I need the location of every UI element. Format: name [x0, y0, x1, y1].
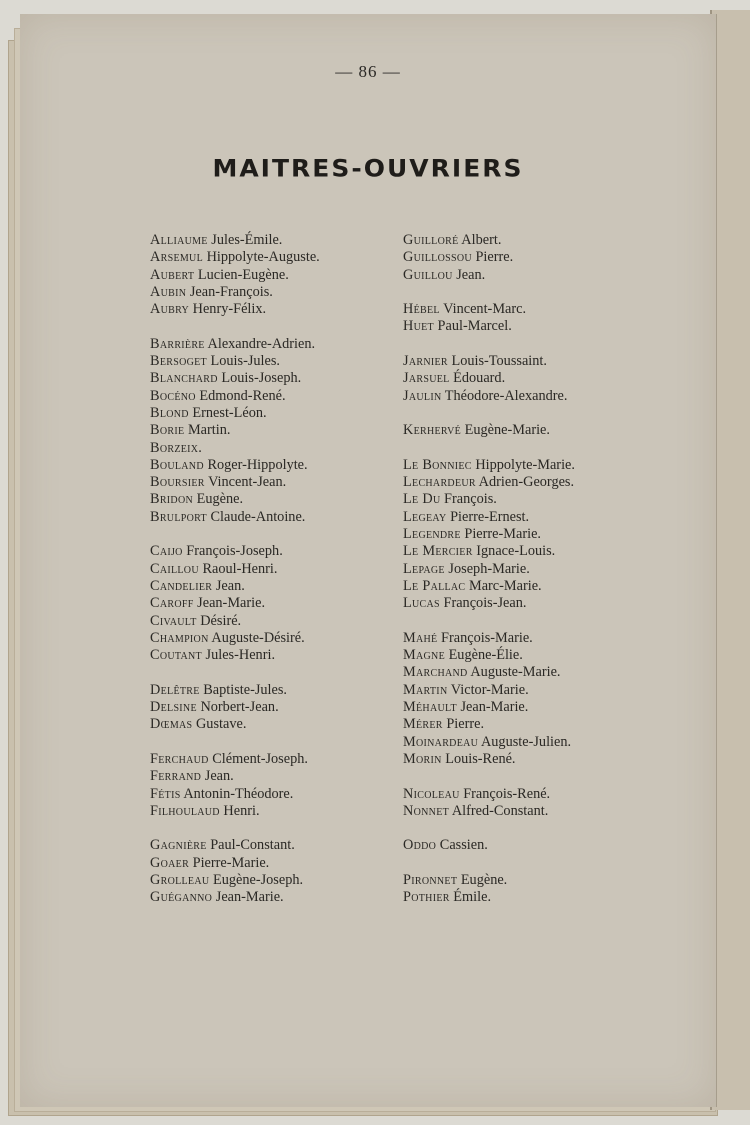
surname: Legendre	[403, 526, 461, 543]
name-entry	[403, 786, 663, 803]
surname: Jarnier	[403, 353, 448, 370]
name-entry	[403, 716, 663, 733]
name-entry	[403, 509, 663, 526]
name-entry	[150, 889, 390, 906]
surname: Guéganno	[150, 889, 213, 906]
given-names: Eugène-Élie.	[448, 647, 523, 664]
given-names: Marc-Marie.	[468, 577, 542, 594]
name-group	[403, 353, 663, 405]
name-entry	[150, 440, 390, 457]
given-names: Jean.	[456, 266, 486, 283]
surname: Guilloré	[403, 232, 459, 248]
name-entry	[403, 543, 663, 560]
name-entry	[403, 699, 663, 716]
given-names: Edmond-René.	[199, 387, 286, 404]
name-group	[403, 786, 663, 821]
surname: Hébel	[403, 301, 440, 318]
name-entry	[150, 474, 390, 491]
document-page	[20, 14, 717, 1107]
name-entry	[150, 353, 390, 370]
given-names: Eugène.	[460, 871, 508, 888]
given-names: Auguste-Marie.	[470, 664, 561, 681]
given-names: Pierre-Marie.	[192, 854, 270, 871]
surname: Huet	[403, 318, 434, 335]
name-group	[150, 543, 390, 664]
surname: Bridon	[150, 491, 194, 508]
name-entry	[403, 561, 663, 578]
name-entry	[403, 422, 663, 439]
surname: Le Mercier	[403, 543, 473, 560]
name-entry	[150, 855, 390, 872]
name-entry	[150, 682, 390, 699]
name-entry	[150, 578, 390, 595]
name-entry	[403, 889, 663, 906]
given-names: Auguste-Julien.	[480, 733, 572, 750]
name-entry	[403, 734, 663, 751]
given-names: Claude-Antoine.	[210, 508, 306, 525]
given-names: Victor-Marie.	[450, 681, 529, 698]
name-group	[150, 751, 390, 820]
name-entry	[403, 751, 663, 768]
surname: Fétis	[150, 785, 181, 802]
name-entry	[150, 751, 390, 768]
name-entry	[150, 803, 390, 820]
given-names: Paul-Marcel.	[437, 318, 512, 335]
given-names: Jean-Marie.	[215, 889, 284, 906]
name-entry	[150, 457, 390, 474]
given-names: François-Marie.	[441, 629, 533, 646]
surname: Delsine	[150, 699, 197, 716]
surname: Guillou	[403, 266, 453, 283]
name-entry	[403, 353, 663, 370]
name-group	[403, 872, 663, 907]
surname: Mahé	[403, 629, 438, 646]
given-names: Joseph-Marie.	[448, 560, 530, 577]
name-entry	[150, 786, 390, 803]
name-entry	[403, 318, 663, 335]
given-names: Lucien-Eugène.	[197, 266, 289, 283]
given-names: Alfred-Constant.	[451, 802, 549, 819]
name-entry	[403, 682, 663, 699]
name-entry	[403, 578, 663, 595]
given-names: Eugène-Joseph.	[212, 871, 304, 888]
given-names: Théodore-Alexandre.	[444, 387, 568, 404]
given-names: Henry-Félix.	[192, 301, 267, 318]
surname: Caillou	[150, 560, 199, 577]
surname: Le Bonniec	[403, 456, 472, 473]
name-entry	[150, 595, 390, 612]
name-group	[150, 837, 390, 906]
name-group	[403, 301, 663, 336]
name-entry	[150, 267, 390, 284]
name-entry	[150, 837, 390, 854]
left-name-column	[150, 232, 390, 924]
surname: Brulport	[150, 508, 207, 525]
surname: Lepage	[403, 560, 445, 577]
surname: Le Pallac	[403, 577, 466, 594]
name-entry	[150, 699, 390, 716]
name-entry	[150, 509, 390, 526]
name-group	[150, 682, 390, 734]
name-entry	[403, 249, 663, 266]
surname: Borzeix.	[150, 439, 203, 456]
name-entry	[403, 595, 663, 612]
name-entry	[403, 664, 663, 681]
given-names: Baptiste-Jules.	[203, 681, 288, 698]
page-title: MAITRES-OUVRIERS	[212, 154, 524, 183]
given-names: Martin.	[187, 422, 231, 439]
given-names: Pierre-Ernest.	[450, 508, 530, 525]
given-names: Pierre-Marie.	[464, 526, 541, 543]
given-names: Louis-René.	[445, 750, 516, 767]
given-names: Cassien.	[439, 837, 488, 854]
surname: Barrière	[150, 335, 205, 352]
given-names: Édouard.	[453, 370, 506, 387]
name-entry	[403, 647, 663, 664]
surname: Aubin	[150, 283, 187, 300]
given-names: Hippolyte-Auguste.	[206, 249, 320, 266]
name-entry	[150, 872, 390, 889]
given-names: Alexandre-Adrien.	[207, 335, 316, 352]
surname: Legeay	[403, 508, 447, 525]
name-entry	[403, 370, 663, 387]
given-names: François-Joseph.	[186, 543, 283, 560]
name-entry	[403, 837, 663, 854]
name-entry	[403, 388, 663, 405]
surname: Goaer	[150, 854, 190, 871]
surname: Borie	[150, 422, 185, 439]
name-entry	[150, 405, 390, 422]
surname: Dœmas	[150, 716, 193, 733]
name-entry	[403, 267, 663, 284]
name-entry	[150, 301, 390, 318]
surname: Jaulin	[403, 387, 442, 404]
name-group	[403, 232, 663, 284]
surname: Bocéno	[150, 387, 196, 404]
surname: Marchand	[403, 664, 468, 681]
surname: Filhoulaud	[150, 802, 220, 819]
surname: Aubert	[150, 266, 195, 283]
surname: Delêtre	[150, 681, 200, 698]
surname: Martin	[403, 681, 448, 698]
given-names: Clément-Joseph.	[212, 750, 308, 767]
surname: Méhault	[403, 699, 457, 716]
name-entry	[403, 457, 663, 474]
given-names: Auguste-Désiré.	[211, 629, 305, 646]
given-names: Louis-Joseph.	[221, 370, 302, 387]
given-names: Louis-Toussaint.	[451, 353, 547, 370]
surname: Aubry	[150, 301, 190, 318]
given-names: Eugène.	[196, 491, 244, 508]
name-entry	[150, 630, 390, 647]
given-names: Jean.	[215, 577, 245, 594]
name-entry	[150, 647, 390, 664]
name-entry	[150, 249, 390, 266]
surname: Bersoget	[150, 353, 207, 370]
surname: Caijo	[150, 543, 183, 560]
surname: Lechardeur	[403, 474, 476, 491]
surname: Nicoleau	[403, 785, 460, 802]
given-names: Jules-Henri.	[205, 647, 276, 664]
name-group	[403, 837, 663, 854]
given-names: Pierre.	[475, 249, 514, 266]
surname: Ferrand	[150, 768, 202, 785]
given-names: Louis-Jules.	[210, 353, 281, 370]
surname: Alliaume	[150, 232, 208, 248]
given-names: Norbert-Jean.	[200, 699, 279, 716]
given-names: Jules-Émile.	[211, 232, 283, 248]
given-names: Ignace-Louis.	[476, 543, 556, 560]
given-names: Raoul-Henri.	[202, 560, 278, 577]
name-group	[150, 232, 390, 318]
surname: Pironnet	[403, 871, 458, 888]
surname: Jarsuel	[403, 370, 450, 387]
surname: Morin	[403, 750, 442, 767]
given-names: Adrien-Georges.	[478, 474, 575, 491]
given-names: François-Jean.	[443, 595, 527, 612]
name-entry	[403, 232, 663, 249]
name-entry	[150, 543, 390, 560]
given-names: Vincent-Jean.	[208, 474, 287, 491]
name-entry	[403, 301, 663, 318]
name-entry	[150, 561, 390, 578]
surname: Civault	[150, 612, 197, 629]
given-names: Albert.	[461, 232, 502, 248]
given-names: Pierre.	[446, 716, 485, 733]
given-names: Jean-Marie.	[460, 699, 529, 716]
surname: Candelier	[150, 577, 213, 594]
surname: Oddo	[403, 837, 437, 854]
name-entry	[150, 613, 390, 630]
name-group	[403, 422, 663, 439]
surname: Blanchard	[150, 370, 218, 387]
right-name-column	[403, 232, 663, 924]
surname: Nonnet	[403, 802, 450, 819]
given-names: François.	[444, 491, 497, 508]
given-names: Antonin-Théodore.	[183, 785, 294, 802]
surname: Pothier	[403, 889, 450, 906]
surname: Le Du	[403, 491, 441, 508]
name-entry	[150, 232, 390, 249]
surname: Grolleau	[150, 871, 210, 888]
given-names: Eugène-Marie.	[464, 422, 550, 439]
name-entry	[403, 803, 663, 820]
surname: Guillossou	[403, 249, 472, 266]
name-group	[403, 457, 663, 613]
surname: Blond	[150, 404, 189, 421]
name-group	[403, 630, 663, 768]
name-entry	[150, 388, 390, 405]
given-names: Gustave.	[195, 716, 247, 733]
surname: Mérer	[403, 716, 443, 733]
surname: Caroff	[150, 595, 194, 612]
name-entry	[403, 491, 663, 508]
name-entry	[150, 491, 390, 508]
given-names: Jean-François.	[189, 283, 273, 300]
surname: Gagnière	[150, 837, 207, 854]
given-names: Jean.	[204, 768, 234, 785]
page-number: — 86 —	[335, 62, 401, 81]
name-entry	[403, 872, 663, 889]
name-entry	[150, 370, 390, 387]
name-entry	[150, 336, 390, 353]
surname: Lucas	[403, 595, 440, 612]
given-names: Hippolyte-Marie.	[475, 456, 575, 473]
surname: Kerhervé	[403, 422, 462, 439]
surname: Champion	[150, 629, 209, 646]
surname: Ferchaud	[150, 750, 209, 767]
name-entry	[150, 422, 390, 439]
name-entry	[403, 526, 663, 543]
name-entry	[403, 474, 663, 491]
surname: Moinardeau	[403, 733, 479, 750]
surname: Arsemul	[150, 249, 203, 266]
name-group	[150, 336, 390, 526]
given-names: Jean-Marie.	[197, 595, 266, 612]
name-entry	[150, 716, 390, 733]
name-entry	[403, 630, 663, 647]
surname: Bouland	[150, 456, 204, 473]
surname: Coutant	[150, 647, 202, 664]
given-names: Vincent-Marc.	[443, 301, 527, 318]
given-names: Désiré.	[200, 612, 242, 629]
surname: Magne	[403, 647, 445, 664]
given-names: Henri.	[223, 802, 260, 819]
given-names: Roger-Hippolyte.	[207, 456, 308, 473]
name-entry	[150, 768, 390, 785]
surname: Boursier	[150, 474, 205, 491]
name-entry	[150, 284, 390, 301]
given-names: François-René.	[463, 785, 551, 802]
given-names: Ernest-Léon.	[192, 404, 267, 421]
given-names: Émile.	[453, 889, 492, 906]
given-names: Paul-Constant.	[210, 837, 295, 854]
